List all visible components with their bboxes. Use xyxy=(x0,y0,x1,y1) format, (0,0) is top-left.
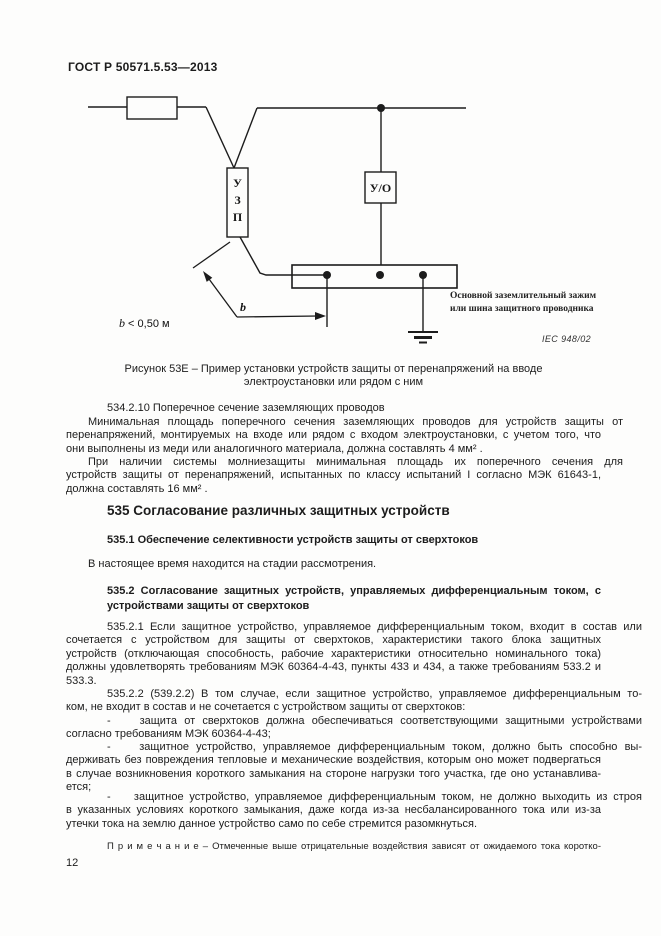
busbar-dot-left xyxy=(323,271,331,279)
bullet-line: - защита от сверхтоков должна обеспечиваться соответствующими защитными устройствами xyxy=(107,715,642,727)
busbar-dot-middle xyxy=(376,271,384,279)
footnote: П р и м е ч а н и е – Отмеченные выше отрицательные воздействия зависят от ожидаемого тока коротко- xyxy=(107,841,601,852)
fuse-box xyxy=(127,97,177,119)
paragraph-line: должна составлять 16 мм² . xyxy=(66,482,208,495)
heading-535-1: 535.1 Обеспечение селективности устройств защиты от сверхтоков xyxy=(107,534,479,546)
bullet-item-3 xyxy=(66,791,642,831)
paragraph-line: устройств (отключающая способность, рабочие характеристики относительно номинального тока) xyxy=(66,647,601,660)
bullet-line: - защитное устройство, управляемое дифференциальным током, должно быть способно вы- xyxy=(107,741,642,753)
figure-caption-line2: электроустановки или рядом с ним xyxy=(243,376,424,388)
bullet-line: в указанных условиях короткого замыкания, даже когда из-за несбалансированного тока или из-за xyxy=(66,804,601,817)
diagram-wires xyxy=(88,97,466,332)
earth-ground-icon xyxy=(408,332,438,343)
ground-terminal-label-line1: Основной заземлительный зажим xyxy=(450,291,597,301)
paragraph-line: устройств защиты от перенапряжений, испытанных по классу испытаний I согласно МЭК 61643-1, xyxy=(66,469,601,482)
paragraph-534-1 xyxy=(66,416,623,456)
uzp-letter-z: З xyxy=(234,193,241,207)
heading-535: 535 Согласование различных защитных устройств xyxy=(107,503,450,518)
paragraph-line: они выполнены из меди или аналогичного материала, должна составлять 4 мм² . xyxy=(66,442,483,455)
heading-535-2 xyxy=(107,584,601,613)
junction-dot-top xyxy=(377,104,385,112)
paragraph-line: должны удовлетворять требованиям МЭК 60364-4-43, пункты 433 и 434, а также требованиям 533.2 и xyxy=(66,661,601,674)
heading-534-2-10: 534.2.10 Поперечное сечение заземляющих проводов xyxy=(107,402,385,414)
iec-reference: IEC 948/02 xyxy=(542,334,592,344)
bullet-item-1 xyxy=(66,715,642,742)
paragraph-535-2-1 xyxy=(66,621,642,688)
page-number: 12 xyxy=(66,857,79,869)
uo-label: У/О xyxy=(369,181,392,195)
paragraph-535-1: В настоящее время находится на стадии рассмотрения. xyxy=(88,558,377,570)
bullet-line: держивать без повреждения тепловые и механические воздействия, которым оно может подвергаться xyxy=(66,754,601,767)
paragraph-line: 535.2.1 Если защитное устройство, управляемое дифференциальным током, входит в состав или xyxy=(107,621,642,633)
busbar-dot-right xyxy=(419,271,427,279)
bullet-item-2 xyxy=(66,741,642,795)
bullet-line: ется; xyxy=(66,781,92,794)
uzp-letter-u: У xyxy=(233,176,242,190)
b-constraint-italic: b xyxy=(119,316,125,330)
paragraph-line: перенапряжений, монтируемых на входе или рядом с входом электроустановки, с учетом того, что xyxy=(66,429,601,442)
ground-terminal-label xyxy=(450,290,600,315)
paragraph-line: сочетается с устройством для защиты от сверхтоков, характеристики такого блока защитных xyxy=(66,634,601,647)
uzp-letter-p: П xyxy=(232,210,243,224)
page-header: ГОСТ Р 50571.5.53—2013 xyxy=(68,60,218,74)
b-constraint-label xyxy=(119,316,170,331)
figure-caption xyxy=(66,363,601,389)
paragraph-line: 533.3. xyxy=(66,674,97,687)
paragraph-535-2-2 xyxy=(66,688,642,715)
paragraph-line: При наличии системы молниезащиты минимальная площадь их поперечного сечения для xyxy=(88,456,623,468)
paragraph-line: Минимальная площадь поперечного сечения заземляющих проводов для устройств защиты от xyxy=(88,416,623,428)
bullet-line: - защитное устройство, управляемое дифференциальным током, не должно выходить из строя xyxy=(107,791,642,803)
earthing-busbar xyxy=(292,265,457,288)
b-dimension-label: b xyxy=(240,300,246,314)
paragraph-line: 535.2.2 (539.2.2) В том случае, если защитное устройство, управляемое дифференциальным то- xyxy=(107,688,642,700)
figure-caption-line1: Рисунок 53Е – Пример установки устройств защиты от перенапряжений на вводе xyxy=(124,363,543,375)
paragraph-line: ком, не входит в состав и не сочетается с устройством защиты от сверхтоков: xyxy=(66,701,466,714)
bullet-line: в случае возникновения короткого замыкания на стороне нагрузки того участка, где оно устанавлива- xyxy=(66,767,601,780)
bullet-line: утечки тока на землю данное устройство само по себе стремится разомкнуться. xyxy=(66,817,478,830)
bullet-line: согласно требованиям МЭК 60364-4-43; xyxy=(66,728,271,741)
paragraph-534-2 xyxy=(66,456,623,496)
ground-terminal-label-line2: или шина защитного проводника xyxy=(450,303,594,314)
heading-line: 535.2 Согласование защитных устройств, управляемых дифференциальным током, с xyxy=(107,585,601,597)
b-constraint-rest: < 0,50 м xyxy=(125,318,170,330)
heading-line: устройствами защиты от сверхтоков xyxy=(107,599,310,612)
